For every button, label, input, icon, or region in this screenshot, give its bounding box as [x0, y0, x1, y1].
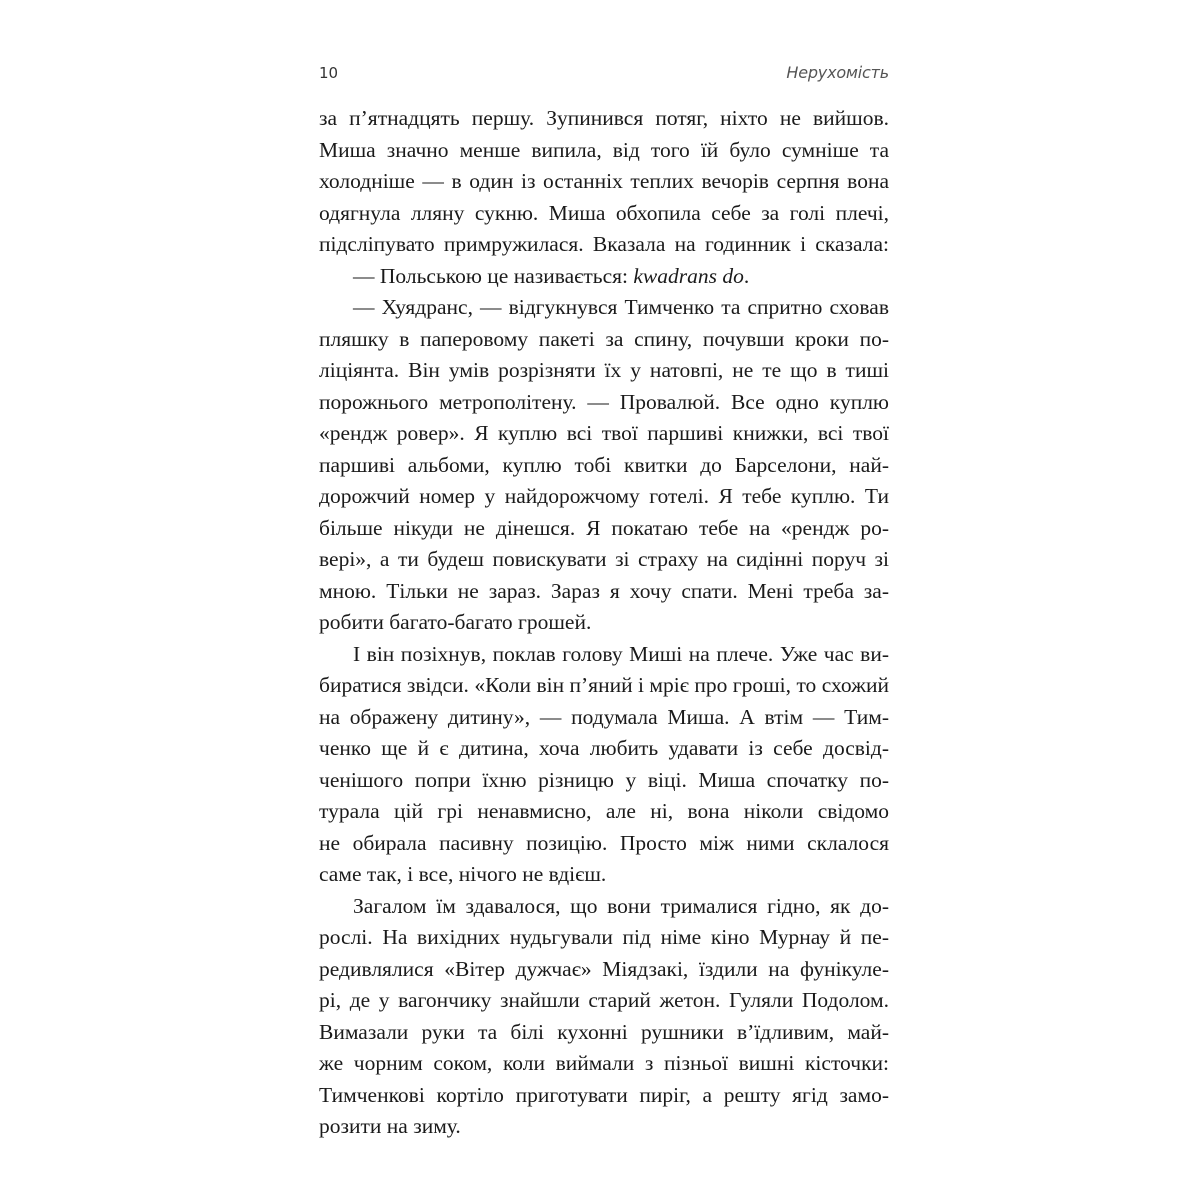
- text-line-content: дорожчий номер у найдорожчому готелі. Я тебе куплю. Ти: [319, 484, 889, 508]
- text-line: [319, 261, 889, 293]
- text-line: [319, 859, 889, 891]
- text-line-content: саме так, і все, нічого не вдієш.: [319, 862, 607, 886]
- text-line: [319, 135, 889, 167]
- text-line-content: підсліпувато примружилася. Вказала на годинник і сказала:: [319, 232, 889, 256]
- text-line: [319, 1017, 889, 1049]
- text-line-content: паршиві альбоми, куплю тобі квитки до Барселони, най-: [319, 452, 889, 477]
- text-line-content: більше нікуди не дінешся. Я покатаю тебе на «рендж ро-: [319, 515, 889, 540]
- text-line: [319, 922, 889, 954]
- text-line: [319, 576, 889, 608]
- text-line-content: робити багато-багато грошей.: [319, 610, 592, 634]
- text-line-content: І він позіхнув, поклав голову Миші на плече. Уже час ви-: [353, 641, 889, 666]
- text-line-content: рослі. На вихідних нудьгували під німе кіно Мурнау й пе-: [319, 925, 889, 949]
- text-line: [319, 198, 889, 230]
- text-line: [319, 355, 889, 387]
- text-line: [319, 954, 889, 986]
- text-line-content: редивлялися «Вітер дужчає» Міядзакі, їздили на фунікуле-: [319, 956, 889, 981]
- text-line: [319, 1111, 889, 1143]
- page-number: 10: [319, 64, 339, 82]
- text-line: [319, 828, 889, 860]
- text-line: [319, 702, 889, 734]
- text-line-content: рі, де у вагончику знайшли старий жетон. Гуляли Подолом.: [319, 988, 889, 1012]
- text-line-content: вері», а ти будеш повискувати зі страху на сидінні поруч зі: [319, 547, 889, 571]
- text-line: [319, 796, 889, 828]
- text-line-content: биратися звідси. «Коли він п’яний і мріє про гроші, то схожий: [319, 673, 889, 697]
- running-title: Нерухомість: [786, 63, 889, 82]
- text-line-content: на ображену дитину», — подумала Миша. А втім — Тим-: [319, 704, 889, 729]
- body-text: [319, 103, 889, 1143]
- text-line-content: турала цій грі ненавмисно, але ні, вона ніколи свідомо: [319, 799, 889, 823]
- text-line: [319, 670, 889, 702]
- text-line: [319, 733, 889, 765]
- text-line-content: порожнього метрополітену. — Провалюй. Все одно куплю: [319, 389, 889, 414]
- text-line-content: Загалом їм здавалося, що вони трималися гідно, як до-: [353, 893, 889, 918]
- text-line-end: .: [743, 263, 750, 288]
- text-line: [319, 387, 889, 419]
- text-line-content: холодніше — в один із останніх теплих вечорів серпня вона: [319, 169, 889, 193]
- text-line-content: Тимченкові кортіло приготувати пиріг, а решту ягід замо-: [319, 1082, 889, 1107]
- text-line: [319, 481, 889, 513]
- text-line: [319, 292, 889, 324]
- italic-phrase: kwadrans do: [633, 263, 744, 288]
- text-line: [319, 765, 889, 797]
- text-line-content: ченішого попри їхню різницю у віці. Миша спочатку по-: [319, 767, 889, 792]
- text-line-content: Миша значно менше випила, від того їй було сумніше та: [319, 137, 889, 162]
- text-line-content: не обирала пасивну позицію. Просто між ними склалося: [319, 830, 889, 855]
- text-line: [319, 1048, 889, 1080]
- page-header: [319, 60, 889, 86]
- text-line: [319, 418, 889, 450]
- text-line-content: Вимазали руки та білі кухонні рушники в’їдливим, май-: [319, 1019, 889, 1044]
- text-line-content: ліціянта. Він умів розрізняти їх у натовпі, не те що в тиші: [319, 358, 889, 382]
- text-line-content: пляшку в паперовому пакеті за спину, почувши кроки по-: [319, 326, 889, 351]
- text-line: [319, 513, 889, 545]
- text-line-content: розити на зиму.: [319, 1114, 461, 1138]
- text-line-content: мною. Тільки не зараз. Зараз я хочу спати. Мені треба за-: [319, 578, 889, 603]
- text-line-content: — Хуядранс, — відгукнувся Тимченко та спритно сховав: [353, 295, 889, 319]
- text-line: [319, 639, 889, 671]
- text-line: [319, 607, 889, 639]
- text-line-content: одягнула лляну сукню. Миша обхопила себе за голі плечі,: [319, 200, 889, 225]
- text-line-content: ченко ще й є дитина, хоча любить удавати із себе досвід-: [319, 736, 889, 760]
- text-line: [319, 450, 889, 482]
- text-line: [319, 229, 889, 261]
- text-line: [319, 544, 889, 576]
- text-line-content: за п’ятнадцять першу. Зупинився потяг, ніхто не вийшов.: [319, 106, 889, 130]
- text-line: [319, 1080, 889, 1112]
- text-line: [319, 324, 889, 356]
- text-line-content: — Польською це називається:: [353, 263, 634, 288]
- text-line: [319, 166, 889, 198]
- text-line-content: «рендж ровер». Я куплю всі твої паршиві книжки, всі твої: [319, 421, 889, 445]
- text-line: [319, 891, 889, 923]
- text-line: [319, 103, 889, 135]
- text-line-content: же чорним соком, коли виймали з пізньої вишні кісточки:: [319, 1051, 889, 1075]
- text-line: [319, 985, 889, 1017]
